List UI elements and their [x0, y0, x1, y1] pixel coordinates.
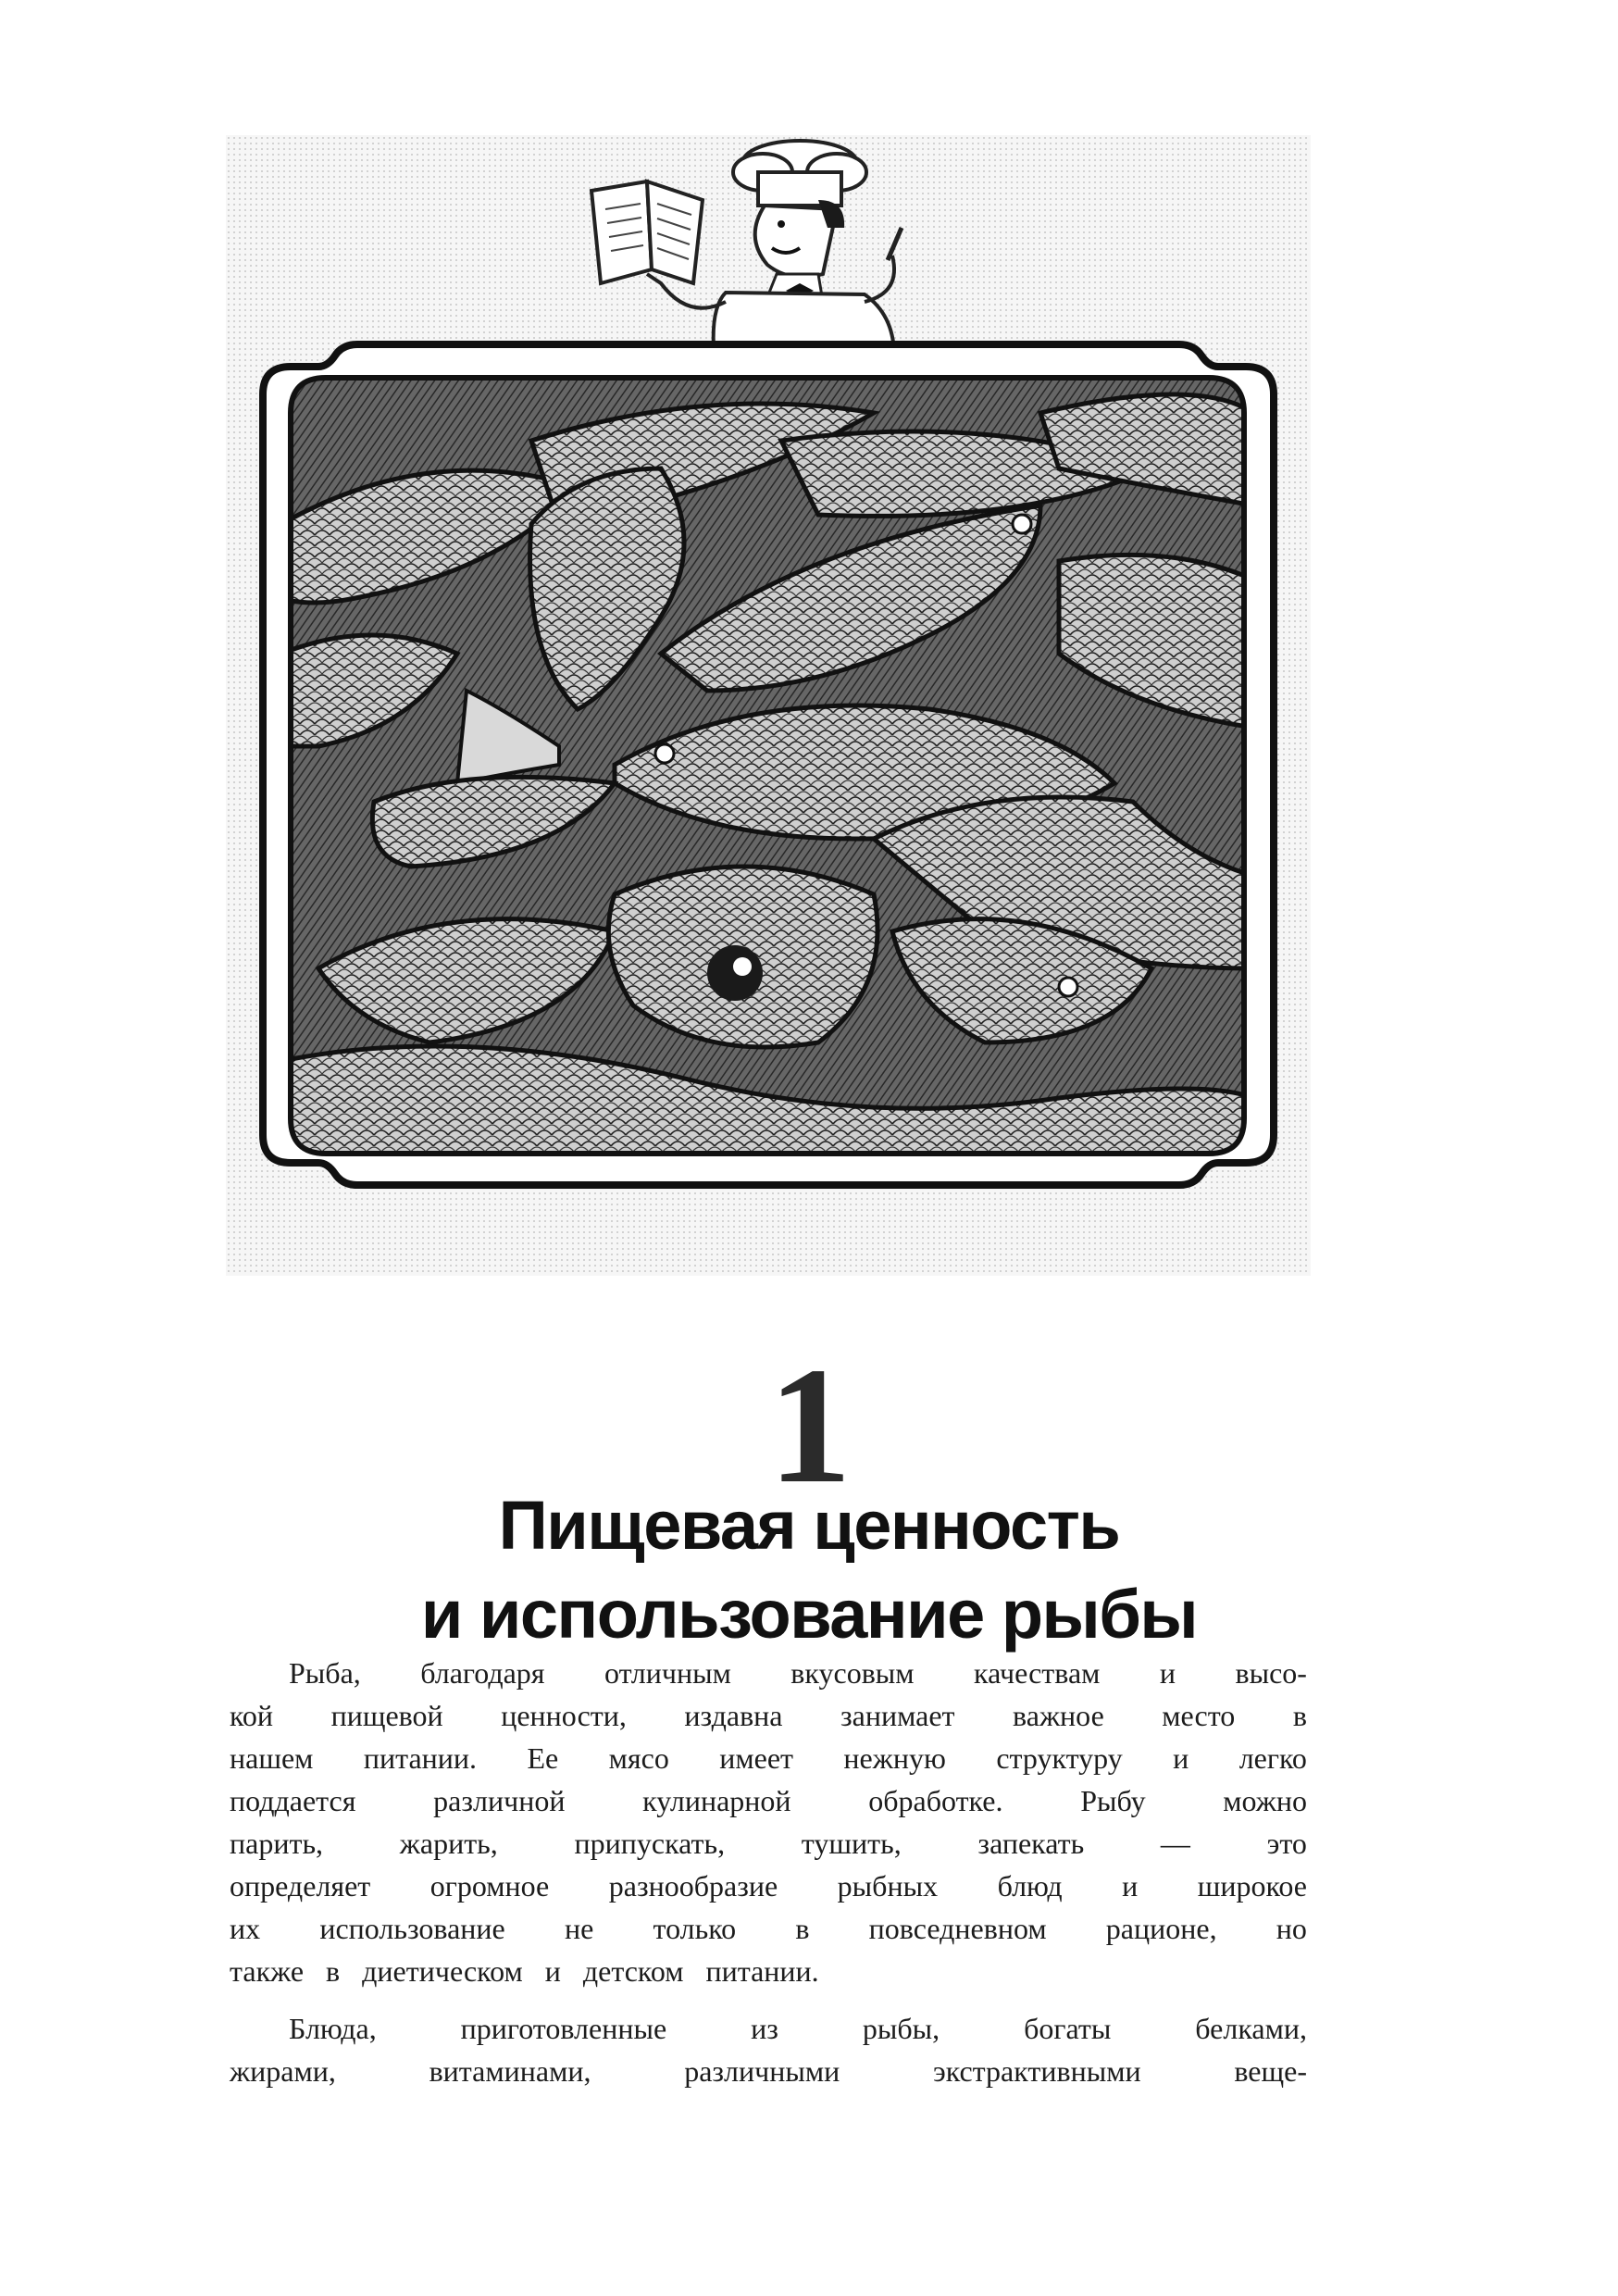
text-word: также [230, 1954, 305, 1988]
text-word: и [1173, 1741, 1189, 1775]
text-word: ценности, [501, 1699, 627, 1732]
text-line [230, 1737, 1307, 1779]
text-word: легко [1238, 1741, 1307, 1775]
text-word: высо- [1235, 1656, 1307, 1690]
text-word: различными [684, 2054, 840, 2088]
text-word: жирами, [230, 2054, 336, 2088]
text-line [230, 1779, 1307, 1822]
text-word: кулинарной [642, 1784, 791, 1817]
chapter-title-line: Пищевая ценность [498, 1487, 1120, 1564]
text-word: разнообразие [608, 1869, 778, 1903]
text-word: парить, [230, 1827, 324, 1860]
text-word: Блюда, [289, 2012, 377, 2045]
text-word: рыбы, [862, 2012, 940, 2045]
text-word: кой [230, 1699, 274, 1732]
text-word: детском [582, 1954, 684, 1988]
text-word: поддается [230, 1784, 356, 1817]
text-line [230, 1652, 1307, 1694]
text-word: витаминами, [429, 2054, 591, 2088]
text-word: диетическом [362, 1954, 523, 1988]
text-word: различной [433, 1784, 566, 1817]
text-word: в [1292, 1699, 1307, 1732]
text-word: структуру [996, 1741, 1123, 1775]
text-word: и [1122, 1869, 1139, 1903]
text-word: нежную [843, 1741, 946, 1775]
fish-pile-engraving [281, 367, 1253, 1163]
chapter-number: 1 [768, 1333, 850, 1517]
text-word: приготовленные [460, 2012, 667, 2045]
chapter-title-line: и использование рыбы [420, 1576, 1198, 1653]
text-word: огромное [429, 1869, 550, 1903]
text-word: Рыба, [289, 1656, 361, 1690]
text-word: это [1266, 1827, 1307, 1860]
text-word: веще- [1234, 2054, 1307, 2088]
text-word: имеет [719, 1741, 793, 1775]
text-word: использование [319, 1912, 505, 1945]
text-line [230, 1865, 1307, 1907]
text-word: определяет [230, 1869, 371, 1903]
text-word: вкусовым [790, 1656, 915, 1690]
text-line [230, 1822, 1307, 1865]
text-word: пищевой [330, 1699, 443, 1732]
text-word: издавна [684, 1699, 783, 1732]
text-word: место [1162, 1699, 1236, 1732]
text-line [230, 1907, 1307, 1950]
text-word: качествам [974, 1656, 1101, 1690]
text-word: но [1276, 1912, 1307, 1945]
text-word: только [653, 1912, 737, 1945]
text-word: рыбных [837, 1869, 939, 1903]
text-word: богаты [1024, 2012, 1112, 2045]
text-word: питании. [363, 1741, 478, 1775]
text-word: экстрактивными [932, 2054, 1141, 2088]
text-word: рационе, [1105, 1912, 1217, 1945]
text-word: из [751, 2012, 778, 2045]
text-word: Рыбу [1080, 1784, 1146, 1817]
text-word: и [1159, 1656, 1176, 1690]
text-line [230, 2050, 1307, 2092]
text-word: мясо [608, 1741, 669, 1775]
text-word: — [1160, 1827, 1190, 1860]
body-text [230, 1652, 1307, 2092]
chapter-title [0, 1481, 1618, 1659]
text-word: не [564, 1912, 594, 1945]
text-line [230, 1694, 1307, 1737]
text-word: важное [1013, 1699, 1104, 1732]
text-word: благодаря [420, 1656, 545, 1690]
text-word: жарить, [399, 1827, 498, 1860]
text-word: питании. [705, 1954, 819, 1988]
text-word: припускать, [574, 1827, 726, 1860]
text-word: Ее [527, 1741, 559, 1775]
text-word: обработке. [868, 1784, 1003, 1817]
text-word: их [230, 1912, 261, 1945]
text-word: в [795, 1912, 810, 1945]
text-word: тушить, [801, 1827, 902, 1860]
text-word: и [544, 1954, 561, 1988]
text-word: можно [1223, 1784, 1307, 1817]
text-word: занимает [840, 1699, 955, 1732]
text-word: широкое [1197, 1869, 1307, 1903]
text-word: белками, [1195, 2012, 1307, 2045]
text-line [230, 1950, 1307, 1992]
text-word: в [326, 1954, 341, 1988]
text-word: повседневном [868, 1912, 1047, 1945]
text-word: блюд [997, 1869, 1063, 1903]
text-word: отличным [604, 1656, 731, 1690]
chapter-illustration [226, 135, 1311, 1276]
text-word: нашем [230, 1741, 314, 1775]
text-word: запекать [977, 1827, 1085, 1860]
text-line [230, 2007, 1307, 2050]
